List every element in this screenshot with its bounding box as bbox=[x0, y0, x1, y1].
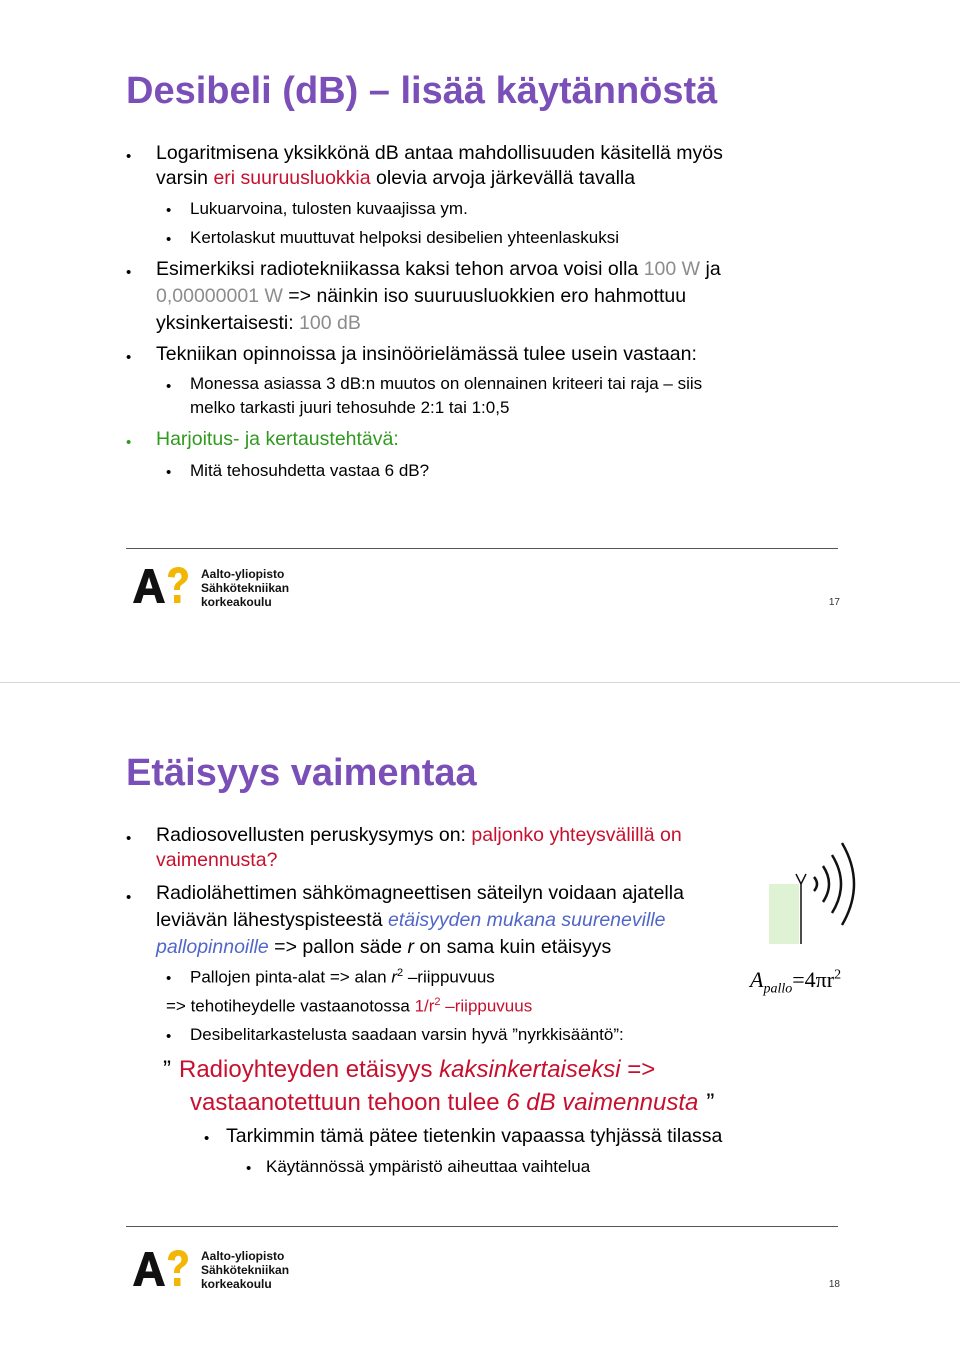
bullet-text bbox=[156, 936, 611, 959]
bullet-text bbox=[156, 142, 723, 165]
text: olevia arvoja järkevällä tavalla bbox=[370, 167, 636, 189]
value-text: 100 dB bbox=[299, 312, 361, 334]
bullet-text bbox=[156, 824, 682, 847]
quote-line bbox=[190, 1089, 714, 1117]
value-text: 0,00000001 W bbox=[156, 285, 283, 307]
highlight-text: vastaanotettuun tehoon tulee bbox=[190, 1089, 507, 1116]
logo-line: korkeakoulu bbox=[201, 1277, 272, 1291]
bullet-icon: • bbox=[126, 148, 132, 165]
aalto-logo-icon bbox=[131, 1250, 189, 1288]
logo-line: Aalto-yliopisto bbox=[201, 1249, 285, 1263]
sub-bullet-text: Mitä tehosuhdetta vastaa 6 dB? bbox=[190, 461, 430, 480]
text: Logaritmisena yksikkönä dB antaa mahdollisuuden käsitellä myös bbox=[156, 142, 723, 164]
text: Pallojen pinta-alat => alan bbox=[190, 967, 392, 987]
sub-bullet-text: Kertolaskut muuttuvat helpoksi desibelien yhteenlaskuksi bbox=[190, 228, 620, 247]
bullet-text: Radiolähettimen sähkömagneettisen säteilyn voidaan ajatella bbox=[156, 882, 684, 904]
sub-bullet-text: Lukuarvoina, tulosten kuvaajissa ym. bbox=[190, 199, 468, 218]
bullet-icon: • bbox=[126, 830, 132, 847]
slide-17 bbox=[0, 0, 960, 683]
quote-mark: ” bbox=[163, 1056, 171, 1083]
text: –riippuvuus bbox=[403, 967, 495, 987]
sub-bullet-text: Desibelitarkastelusta saadaan varsin hyvä ”nyrkkisääntö”: bbox=[190, 1025, 624, 1044]
slide-title: Desibeli (dB) – lisää käytännöstä bbox=[126, 70, 718, 112]
bullet-text bbox=[156, 167, 635, 190]
highlight-text: kaksinkertaiseksi bbox=[439, 1056, 621, 1083]
bullet-text bbox=[156, 909, 665, 932]
logo-line: Sähkötekniikan bbox=[201, 581, 290, 595]
exponent: 2 bbox=[434, 996, 441, 1008]
slide-separator bbox=[0, 682, 960, 683]
footer-divider bbox=[126, 1226, 838, 1227]
formula-expression: =4πr bbox=[792, 967, 835, 992]
bullet-text: Tarkimmin tämä pätee tietenkin vapaassa tyhjässä tilassa bbox=[226, 1125, 723, 1147]
text: varsin bbox=[156, 167, 214, 189]
sub-bullet-icon: • bbox=[166, 378, 172, 395]
quote-line bbox=[163, 1056, 655, 1084]
text: leviävän lähestyspisteestä bbox=[156, 909, 388, 931]
highlight-text: pallopinnoille bbox=[156, 936, 269, 958]
bullet-icon: • bbox=[126, 434, 132, 451]
sub-bullet-text: melko tarkasti juuri tehosuhde 2:1 tai 1:0,5 bbox=[190, 398, 510, 417]
quote-mark: ” bbox=[706, 1089, 715, 1116]
sub-bullet-icon: • bbox=[166, 1028, 172, 1045]
formula-symbol: A bbox=[750, 967, 764, 992]
formula-exponent: 2 bbox=[834, 967, 842, 983]
area-formula bbox=[750, 967, 841, 997]
footer-divider bbox=[126, 548, 838, 549]
highlight-text: –riippuvuus bbox=[440, 996, 533, 1016]
logo-line: Sähkötekniikan bbox=[201, 1263, 290, 1277]
page-number: 18 bbox=[828, 1279, 840, 1290]
bullet-text bbox=[156, 312, 361, 335]
text: => näinkin iso suuruusluokkien ero hahmottuu bbox=[282, 285, 687, 307]
antenna-icon bbox=[765, 822, 869, 947]
highlight-text: Radioyhteyden etäisyys bbox=[179, 1056, 440, 1083]
text: yksinkertaisesti: bbox=[156, 312, 300, 334]
highlight-text: paljonko yhteysvälillä on bbox=[471, 824, 682, 846]
highlight-text: etäisyyden mukana suureneville bbox=[387, 909, 666, 931]
highlight-text: eri suuruusluokkia bbox=[213, 167, 371, 189]
sub-bullet-icon: • bbox=[166, 231, 172, 248]
bullet-text bbox=[156, 285, 686, 308]
logo-text bbox=[201, 567, 289, 609]
variable-text: r bbox=[407, 936, 415, 958]
logo-text bbox=[201, 1249, 289, 1291]
bullet-text bbox=[156, 258, 721, 281]
page-number: 17 bbox=[828, 597, 840, 608]
text: on sama kuin etäisyys bbox=[414, 936, 612, 958]
slide-18 bbox=[0, 684, 960, 1367]
bullet-text: Tekniikan opinnoissa ja insinöörielämässä tulee usein vastaan: bbox=[156, 343, 697, 365]
sub-bullet-icon: • bbox=[166, 970, 172, 987]
sub-bullet-icon: • bbox=[246, 1160, 252, 1177]
text: Radiosovellusten peruskysymys on: bbox=[156, 824, 472, 846]
text: => tehotiheydelle vastaanotossa bbox=[166, 996, 415, 1016]
highlight-text: 1/r bbox=[414, 996, 435, 1016]
text: => pallon säde bbox=[268, 936, 408, 958]
sub-bullet-text bbox=[190, 967, 495, 988]
bullet-icon: • bbox=[126, 349, 132, 366]
highlight-text: 6 dB vaimennusta bbox=[506, 1089, 699, 1116]
bullet-icon: • bbox=[126, 264, 132, 281]
bullet-icon: • bbox=[204, 1130, 210, 1147]
logo-line: korkeakoulu bbox=[201, 595, 272, 609]
text: ja bbox=[700, 258, 721, 280]
bullet-text: vaimennusta? bbox=[156, 849, 278, 871]
exponent: 2 bbox=[396, 967, 404, 979]
formula-subscript: pallo bbox=[763, 981, 793, 997]
logo-line: Aalto-yliopisto bbox=[201, 567, 285, 581]
variable-text: r bbox=[391, 967, 397, 987]
bullet-icon: • bbox=[126, 889, 132, 906]
sub-bullet-icon: • bbox=[166, 202, 172, 219]
highlight-text: => bbox=[620, 1056, 656, 1083]
bullet-text: Harjoitus- ja kertaustehtävä: bbox=[156, 428, 399, 450]
slide-title: Etäisyys vaimentaa bbox=[126, 752, 477, 794]
sub-bullet-text: Käytännössä ympäristö aiheuttaa vaihtelua bbox=[266, 1157, 591, 1176]
sub-bullet-text bbox=[166, 996, 532, 1017]
value-text: 100 W bbox=[643, 258, 701, 280]
sub-bullet-text: Monessa asiassa 3 dB:n muutos on olennainen kriteeri tai raja – siis bbox=[190, 374, 703, 393]
text: Esimerkiksi radiotekniikassa kaksi tehon arvoa voisi olla bbox=[156, 258, 644, 280]
aalto-logo-icon bbox=[131, 567, 189, 605]
sub-bullet-icon: • bbox=[166, 464, 172, 481]
